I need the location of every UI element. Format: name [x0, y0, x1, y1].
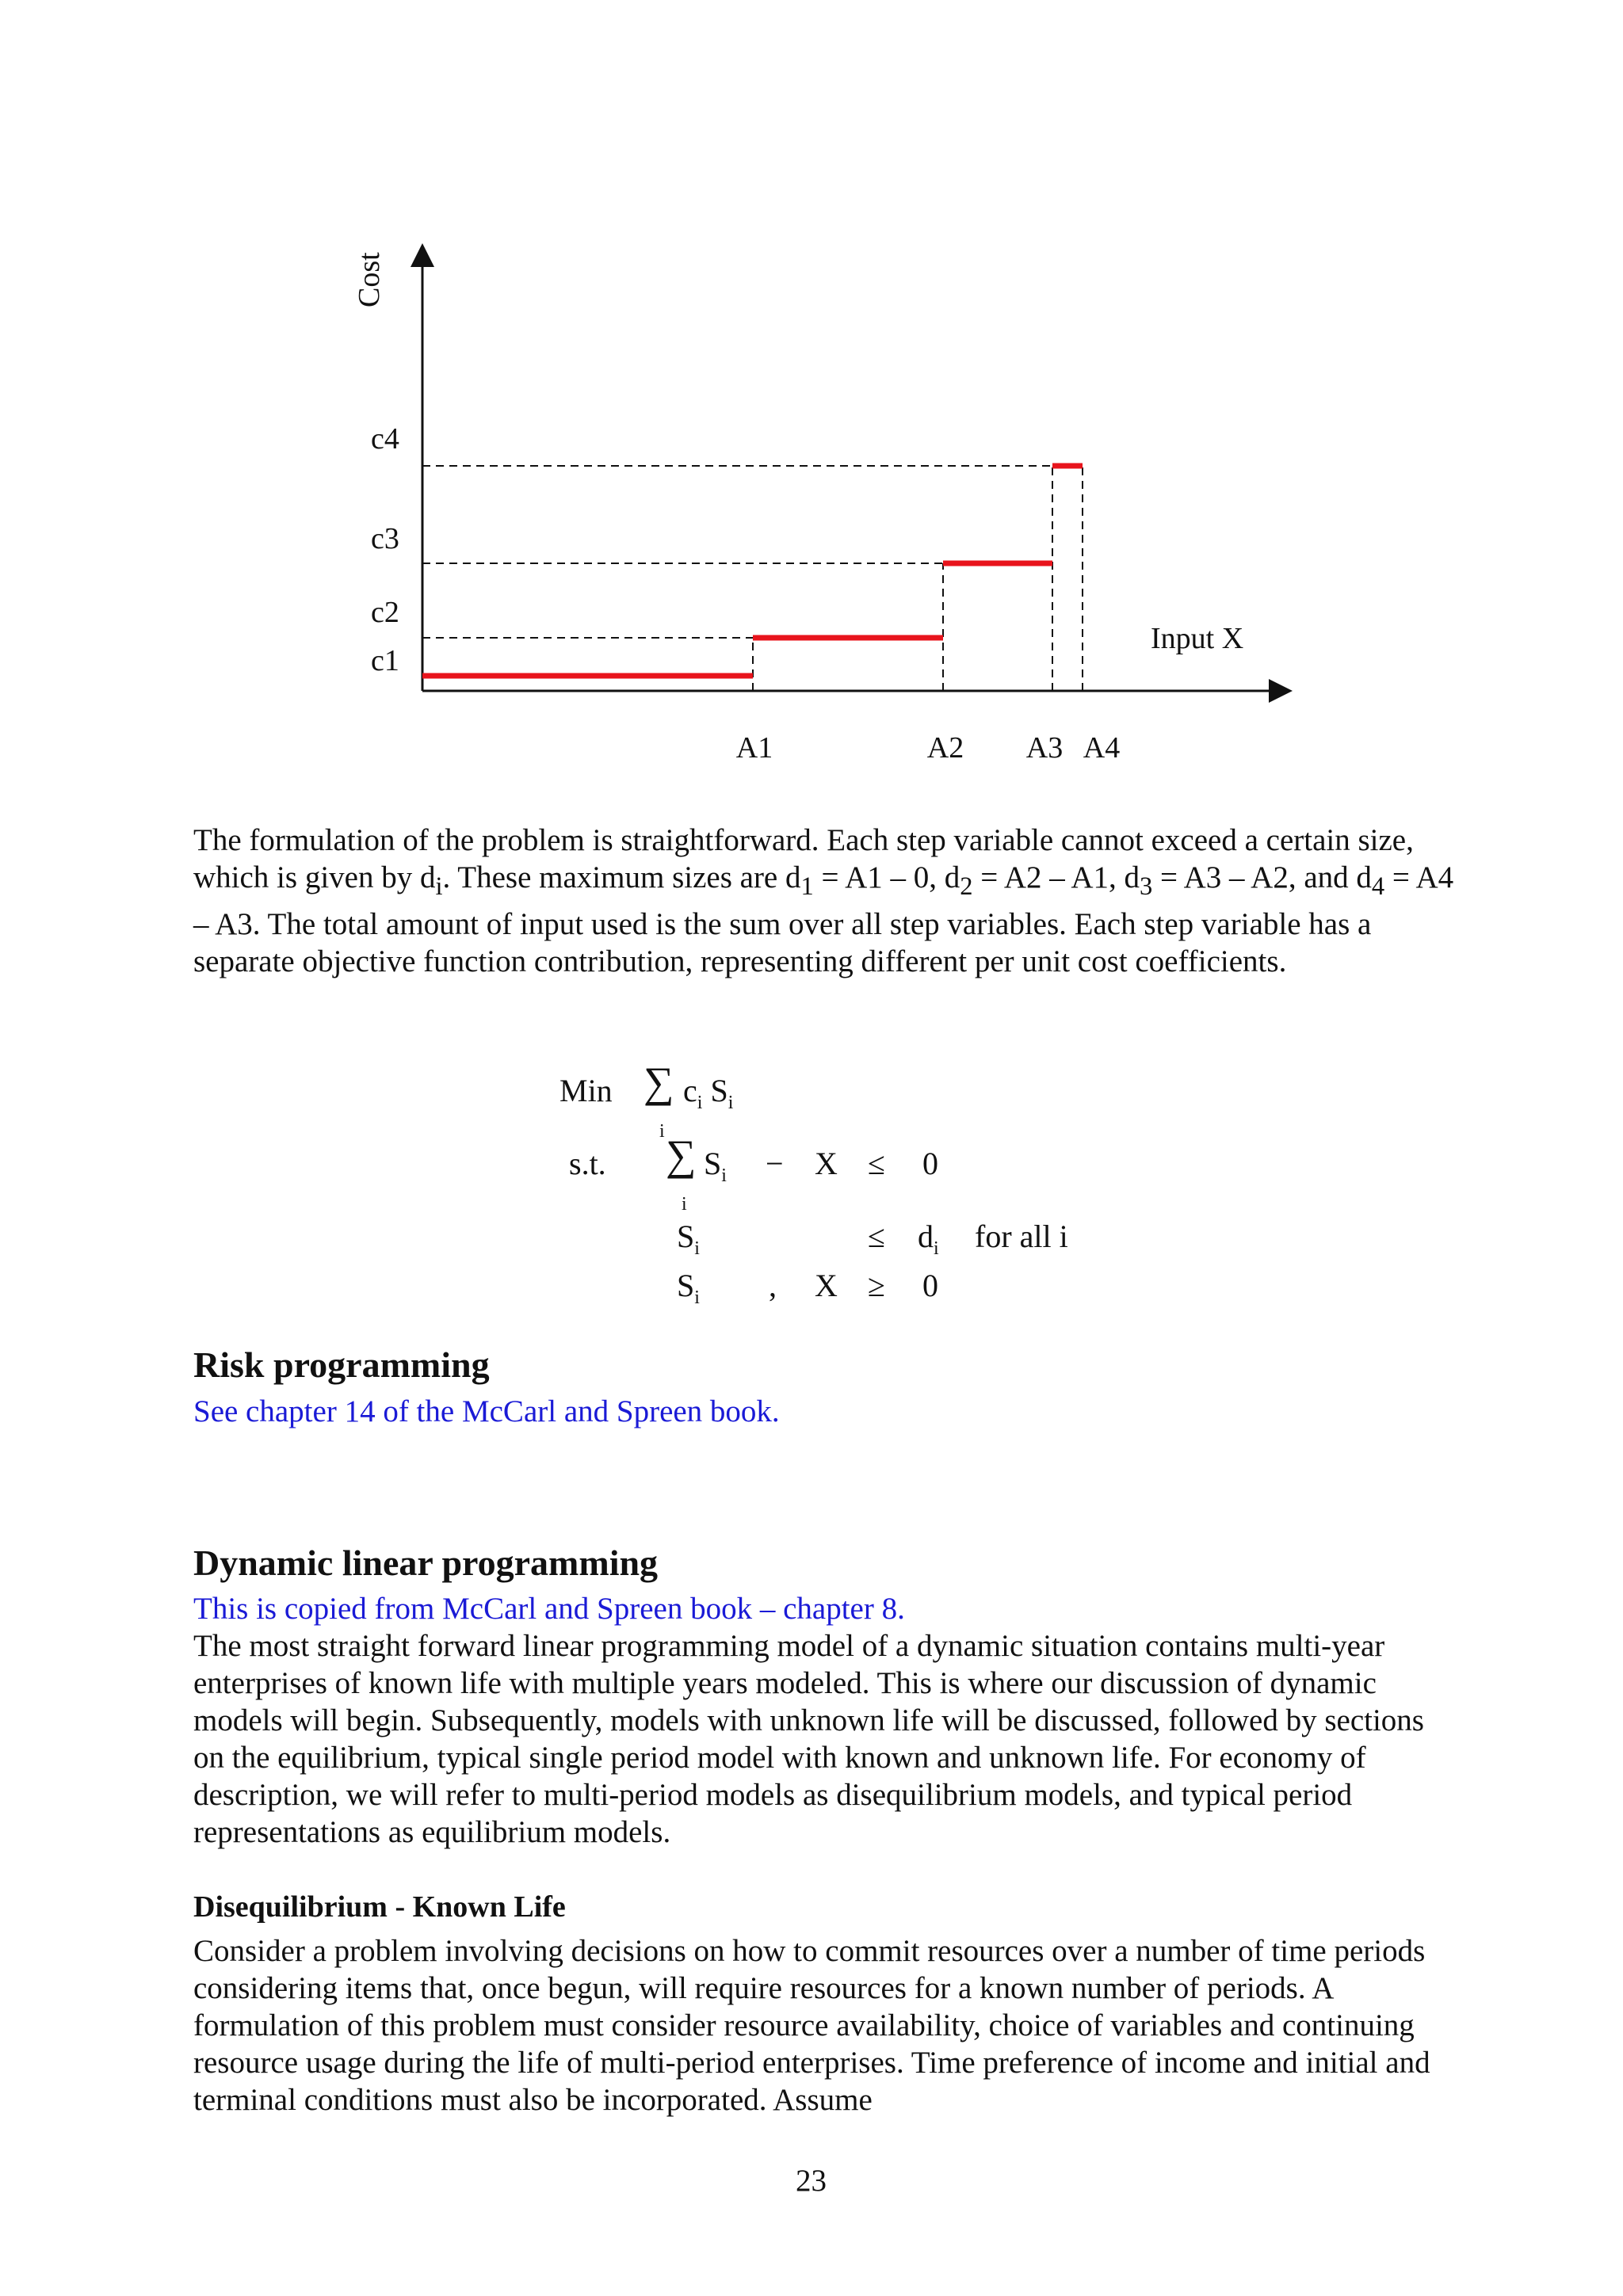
dynamic-link[interactable]: This is copied from McCarl and Spreen book – chapter 8.: [193, 1592, 905, 1626]
risk-programming-heading: Risk programming: [193, 1344, 490, 1385]
x-variable: X: [815, 1268, 838, 1303]
x-tick-label-A2: A2: [926, 731, 964, 765]
sigma-index: i: [682, 1194, 687, 1215]
x-tick-label-A3: A3: [1025, 731, 1064, 765]
bound-d: $d_i$: [918, 1219, 939, 1259]
x-axis-label: Input X: [1151, 622, 1244, 655]
ge-sign: ≥: [868, 1268, 885, 1303]
step-cost-chart: [0, 0, 1623, 792]
min-label: Min: [559, 1073, 613, 1108]
disequilibrium-paragraph: Consider a problem involving decisions on how to commit resources over a number of time periods considering items that, once begun, will require resources for a known number of periods. A formulation of this problem must consider resource availability, choice of variables and continuing resource usage during the life of multi-period enterprises. Time preference of income and initial and terminal conditions must also be incorporated. Assume: [193, 1934, 1430, 2117]
minus-sign: −: [766, 1146, 784, 1181]
risk-link[interactable]: See chapter 14 of the McCarl and Spreen book.: [193, 1394, 780, 1428]
step-variable: $S_i$: [677, 1219, 700, 1259]
for-all-label: for all i: [975, 1219, 1068, 1254]
le-sign: ≤: [868, 1146, 885, 1181]
objective-terms: $c_i$ $S_i$: [683, 1073, 734, 1113]
dynamic-paragraph: The most straight forward linear programming model of a dynamic situation contains multi-year enterprises of known life with multiple years modeled. This is where our discussion of dynamic models will begin. Subsequently, models with unknown life will be discussed, followed by sections on the equilibrium, typical single period model with known and unknown life. For economy of description, we will refer to multi-period models as disequilibrium models, and typical period representations as equilibrium models.: [193, 1629, 1424, 1849]
x-tick-label-A4: A4: [1083, 731, 1121, 765]
formulation-paragraph: The formulation of the problem is straightforward. Each step variable cannot exceed a certain size, which is given by $d_i$. These maximum sizes are $d_1 = A1 - 0$, $d_2 = A2 - A1$, $d_3 = A3 - A2$, and $d_4 = A4 - A3$. The total amount of input used is the sum over all step variables. Each step variable has a separate objective function contribution, representing different per unit cost coefficients.: [193, 823, 1454, 978]
y-axis-label: Cost: [353, 252, 386, 307]
x-variable: X: [815, 1146, 838, 1181]
dynamic-lp-heading: Dynamic linear programming: [193, 1543, 659, 1583]
sigma-index: i: [659, 1121, 665, 1142]
y-tick-label-c3: c3: [371, 522, 399, 555]
rhs-zero: 0: [922, 1146, 938, 1181]
page-number: 23: [796, 2164, 827, 2198]
chart-layer: [353, 252, 1281, 765]
x-tick-label-A1: A1: [735, 731, 773, 765]
y-tick-label-c1: c1: [371, 644, 399, 677]
step-variable: $S_i$: [677, 1268, 700, 1308]
sigma-symbol: ∑: [643, 1058, 674, 1106]
le-sign: ≤: [868, 1219, 885, 1254]
rhs-zero: 0: [922, 1268, 938, 1303]
y-tick-label-c2: c2: [371, 596, 399, 629]
comma: ,: [769, 1268, 777, 1303]
disequilibrium-heading: Disequilibrium - Known Life: [193, 1890, 566, 1924]
constraint-sum-term: $S_i$: [704, 1146, 727, 1186]
y-tick-label-c4: c4: [371, 422, 399, 456]
st-label: s.t.: [569, 1146, 606, 1181]
sigma-symbol: ∑: [666, 1131, 697, 1179]
